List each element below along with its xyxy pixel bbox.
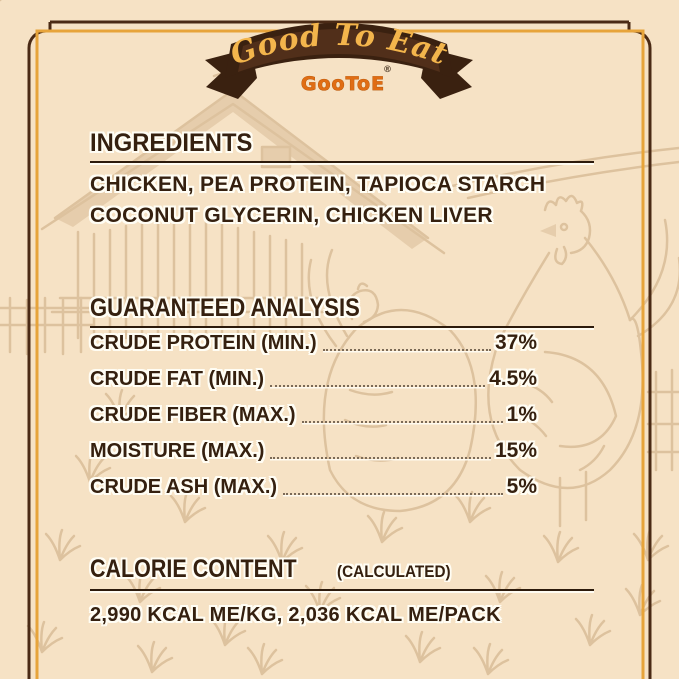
calorie-content-section [90,557,594,631]
dotted-leader [323,349,491,351]
ingredients-underline [90,161,594,163]
brand-logo: GooToE [300,73,386,95]
analysis-label: CRUDE PROTEIN (MIN.) [90,332,317,354]
analysis-label: CRUDE ASH (MAX.) [90,476,278,498]
ingredients-heading: INGREDIENTS [90,129,253,157]
ingredients-line: COCONUT GLYCERIN, CHICKEN LIVER [90,204,493,227]
table-row [90,427,537,463]
analysis-value: 1% [506,403,537,426]
analysis-value: 5% [506,475,537,498]
table-row [90,355,537,391]
analysis-label: CRUDE FIBER (MAX.) [90,404,296,426]
brand-title: Good To Eat [225,17,453,73]
dotted-leader [283,493,503,495]
calorie-value: 2,990 KCAL ME/KG, 2,036 KCAL ME/PACK [90,604,501,626]
dotted-leader [302,421,503,423]
calorie-content-heading: CALORIE CONTENT (CALCULATED) [90,555,451,583]
frame-left-brown-line [29,22,50,679]
ingredients-section [90,131,594,231]
analysis-value: 15% [494,439,537,462]
calorie-content-underline [90,589,594,591]
guaranteed-analysis-heading: GUARANTEED ANALYSIS [90,294,360,322]
analysis-label: MOISTURE (MAX.) [90,440,265,462]
frame-right-brown-line [629,22,650,679]
analysis-value: 37% [494,331,537,354]
analysis-value: 4.5% [489,367,537,390]
guaranteed-analysis-section [90,296,594,499]
analysis-label: CRUDE FAT (MIN.) [90,368,265,390]
ingredients-line: CHICKEN, PEA PROTEIN, TAPIOCA STARCH [90,173,546,196]
table-row [90,391,537,427]
brand-banner [193,2,485,104]
dotted-leader [270,457,491,459]
registered-trademark-icon: ® [383,65,392,75]
dotted-leader [270,385,485,387]
table-row [90,463,537,499]
calorie-heading-suffix: (CALCULATED) [337,562,451,581]
table-row [90,319,537,355]
